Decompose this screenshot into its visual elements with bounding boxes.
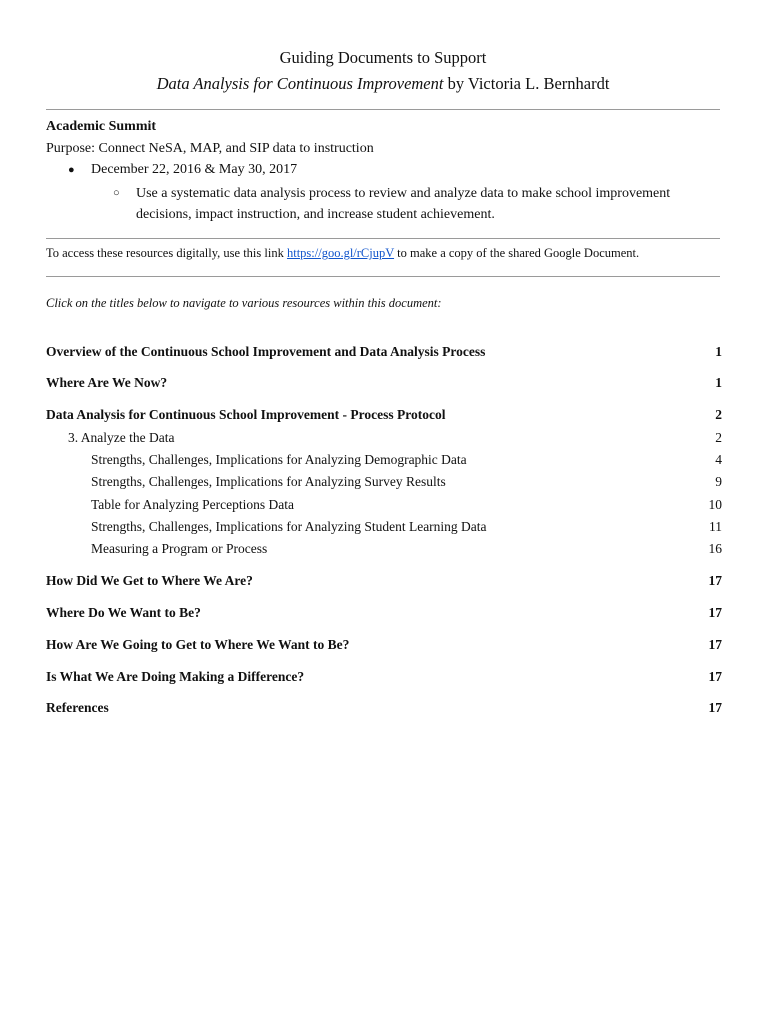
access-text-before: To access these resources digitally, use this link <box>46 246 287 260</box>
toc-entry-overview[interactable] <box>46 344 722 360</box>
toc-page: 1 <box>715 344 722 359</box>
section-heading-academic-summit: Academic Summit <box>46 119 157 134</box>
divider-top <box>46 109 720 110</box>
toc-label: How Did We Get to Where We Are? <box>46 573 253 588</box>
toc-entry-making-a-difference[interactable] <box>46 669 722 685</box>
document-subtitle <box>46 74 720 94</box>
toc-label: How Are We Going to Get to Where We Want to Be? <box>46 637 350 652</box>
toc-page: 16 <box>708 541 722 556</box>
navigation-note: Click on the titles below to navigate to various resources within this document: <box>46 296 442 310</box>
toc-page: 11 <box>709 519 722 534</box>
toc-page: 17 <box>708 637 722 652</box>
toc-label: Strengths, Challenges, Implications for Analyzing Student Learning Data <box>91 519 487 534</box>
access-text-after: to make a copy of the shared Google Document. <box>394 246 640 260</box>
toc-label: Data Analysis for Continuous School Improvement - Process Protocol <box>46 407 446 422</box>
toc-page: 2 <box>715 407 722 422</box>
toc-label: Is What We Are Doing Making a Difference? <box>46 669 305 684</box>
toc-label: 3. Analyze the Data <box>68 430 175 445</box>
toc-label: Strengths, Challenges, Implications for Analyzing Survey Results <box>91 474 446 489</box>
toc-page: 17 <box>708 669 722 684</box>
toc-entry-how-are-we-going[interactable] <box>46 637 722 653</box>
document-title: Guiding Documents to Support <box>279 48 487 67</box>
toc-label: Where Are We Now? <box>46 375 168 390</box>
bullet-dates-text: December 22, 2016 & May 30, 2017 <box>91 162 298 177</box>
sub-bullet-text: Use a systematic data analysis process to review and analyze data to make school improvement decisions, impact instruction, and increase student achievement. <box>136 186 671 222</box>
toc-label: Table for Analyzing Perceptions Data <box>91 497 294 512</box>
toc-label: Where Do We Want to Be? <box>46 605 201 620</box>
toc-label: Measuring a Program or Process <box>91 541 268 556</box>
toc-page: 1 <box>715 375 722 390</box>
divider-lower <box>46 276 720 277</box>
bullet-dot-icon: ● <box>68 164 75 176</box>
toc-entry-survey-results[interactable] <box>46 474 722 490</box>
toc-entry-student-learning-data[interactable] <box>46 519 722 535</box>
divider-middle <box>46 238 720 239</box>
purpose-text: Purpose: Connect NeSA, MAP, and SIP data to instruction <box>46 141 374 156</box>
toc-entry-how-did-we-get[interactable] <box>46 573 722 589</box>
book-title: Data Analysis for Continuous Improvement <box>156 74 444 93</box>
toc-entry-where-are-we-now[interactable] <box>46 375 722 391</box>
toc-page: 17 <box>708 700 722 715</box>
toc-label: Strengths, Challenges, Implications for Analyzing Demographic Data <box>91 452 467 467</box>
toc-label: References <box>46 700 109 715</box>
toc-page: 10 <box>708 497 722 512</box>
toc-page: 17 <box>708 605 722 620</box>
toc-label: Overview of the Continuous School Improvement and Data Analysis Process <box>46 344 486 359</box>
toc-entry-analyze-the-data[interactable] <box>46 430 722 446</box>
access-instructions <box>46 246 639 261</box>
toc-page: 4 <box>715 452 722 467</box>
toc-page: 17 <box>708 573 722 588</box>
toc-page: 9 <box>715 474 722 489</box>
toc-entry-measuring-program[interactable] <box>46 541 722 557</box>
bullet-circle-icon: ○ <box>113 187 120 199</box>
toc-entry-process-protocol[interactable] <box>46 407 722 423</box>
toc-entry-demographic-data[interactable] <box>46 452 722 468</box>
toc-entry-where-do-we-want[interactable] <box>46 605 722 621</box>
shared-doc-link[interactable]: https://goo.gl/rCjupV <box>286 246 395 260</box>
book-author: by Victoria L. Bernhardt <box>443 74 610 93</box>
toc-entry-perceptions-data[interactable] <box>46 497 722 513</box>
toc-entry-references[interactable] <box>46 700 722 716</box>
toc-page: 2 <box>715 430 722 445</box>
